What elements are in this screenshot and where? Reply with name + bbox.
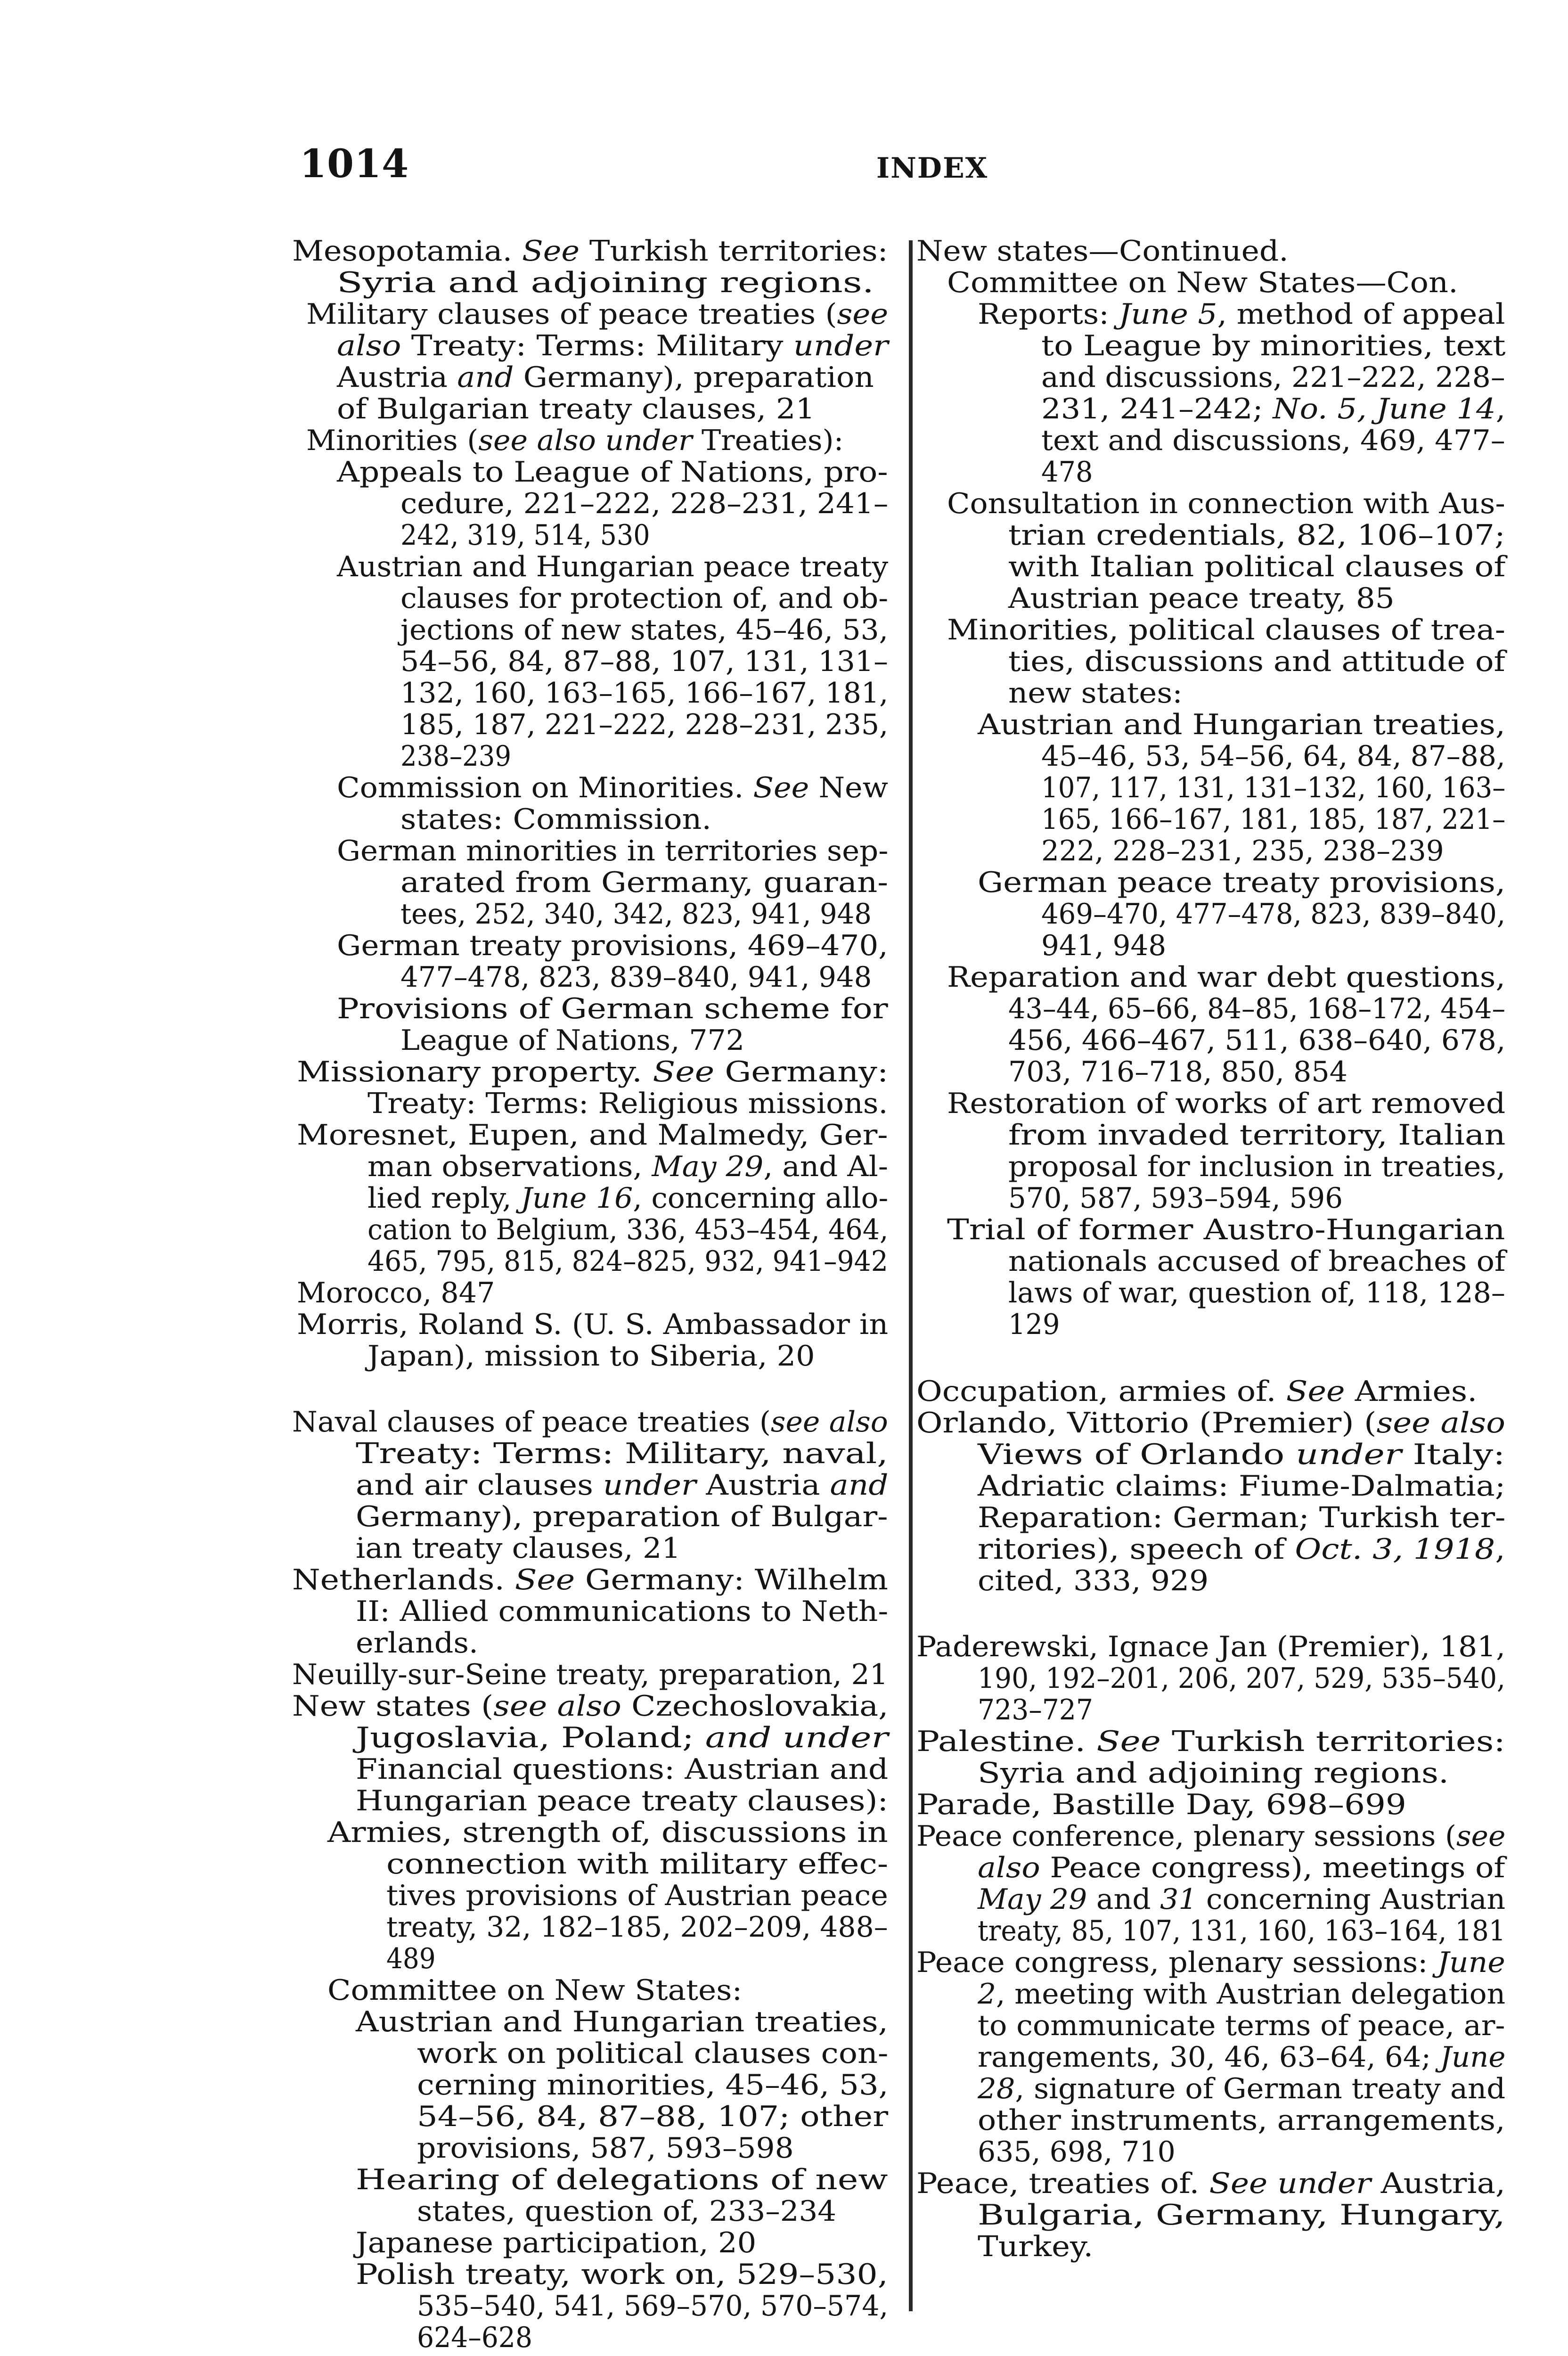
index-line: 242, 319, 514, 530 [400,519,650,552]
index-line: proposal for inclusion in treaties, [1008,1150,1506,1183]
index-line: 165, 166–167, 181, 185, 187, 221– [1041,803,1506,836]
index-line: and discussions, 221–222, 228– [1041,361,1505,394]
index-line: cedure, 221–222, 228–231, 241– [400,487,889,520]
index-line: from invaded territory, Italian [1008,1119,1506,1152]
index-line: connection with military effec- [386,1848,889,1881]
index-line: Consultation in connection with Aus- [947,487,1505,520]
index-line: Japanese participation, 20 [356,2226,757,2259]
index-line: nationals accused of breaches of [1008,1245,1506,1278]
index-line: states: Commission. [400,803,712,836]
index-line: German peace treaty provisions, [978,866,1506,899]
index-line: 469–470, 477–478, 823, 839–840, [1041,898,1506,931]
index-line: 28, signature of German treaty and [978,2072,1506,2105]
index-line: Austria and Germany), preparation [337,361,874,394]
index-line: Peace congress, plenary sessions: June [916,1946,1505,1979]
index-line: Treaty: Terms: Military, naval, [356,1437,888,1470]
index-line: of Bulgarian treaty clauses, 21 [337,393,815,425]
index-line: 54–56, 84, 87–88, 107, 131, 131– [400,645,889,678]
index-line: League of Nations, 772 [400,1024,744,1057]
running-head: INDEX [876,152,988,185]
index-line: 489 [386,1942,436,1975]
index-line: states, question of, 233–234 [417,2195,837,2228]
index-line: Provisions of German scheme for [337,992,888,1025]
index-line: Missionary property. See Germany: [297,1055,889,1088]
index-line: to League by minorities, text [1041,329,1506,362]
index-line: Syria and adjoining regions. [337,266,874,299]
index-line: rangements, 30, 46, 63–64, 64; June [978,2041,1506,2074]
index-line: Hungarian peace treaty clauses): [356,1784,889,1817]
index-line: 222, 228–231, 235, 238–239 [1041,834,1444,867]
index-line: laws of war, question of, 118, 128– [1008,1276,1505,1309]
index-line: Morocco, 847 [297,1276,495,1309]
index-line: Armies, strength of, discussions in [327,1816,888,1849]
index-line: 132, 160, 163–165, 166–167, 181, [400,677,889,710]
index-line: 477–478, 823, 839–840, 941, 948 [400,961,872,994]
index-line: Jugoslavia, Poland; and under [356,1721,889,1754]
index-line: 2, meeting with Austrian delegation [978,1978,1506,2011]
index-line: cation to Belgium, 336, 453–454, 464, [368,1213,889,1246]
index-line: Japan), mission to Siberia, 20 [368,1340,815,1373]
index-line: Committee on New States: [327,1974,743,2007]
index-line: Minorities (see also under Treaties): [306,424,844,457]
index-line: Restoration of works of art removed [947,1087,1506,1120]
index-line: arated from Germany, guaran- [400,866,888,899]
index-line: 54–56, 84, 87–88, 107; other [417,2100,889,2133]
index-line: provisions, 587, 593–598 [417,2132,794,2165]
index-line: text and discussions, 469, 477– [1041,424,1505,457]
index-line: Views of Orlando under Italy: [978,1438,1505,1471]
index-line: 129 [1008,1308,1060,1341]
index-line: jections of new states, 45–46, 53, [400,614,889,646]
index-line: Treaty: Terms: Religious missions. [368,1087,888,1120]
index-line: 190, 192–201, 206, 207, 529, 535–540, [978,1662,1506,1695]
index-line: Commission on Minorities. See New [337,771,889,804]
index-line: tees, 252, 340, 342, 823, 941, 948 [400,898,872,931]
index-line: New states—Continued. [916,235,1289,268]
index-line: Netherlands. See Germany: Wilhelm [292,1563,888,1596]
index-line: Neuilly-sur-Seine treaty, preparation, 21 [292,1658,888,1691]
index-line: Trial of former Austro-Hungarian [947,1213,1505,1246]
index-line: Syria and adjoining regions. [978,1757,1449,1790]
index-line: lied reply, June 16, concerning allo- [368,1182,889,1215]
index-line: 465, 795, 815, 824–825, 932, 941–942 [368,1245,888,1278]
index-line: New states (see also Czechoslovakia, [292,1690,889,1723]
index-line: 185, 187, 221–222, 228–231, 235, [400,708,889,741]
column-rule [909,240,913,2311]
index-line: to communicate terms of peace, ar- [978,2009,1505,2042]
index-line: work on political clauses con- [417,2037,889,2070]
index-line: also Peace congress), meetings of [978,1851,1505,1884]
index-line: Committee on New States—Con. [947,266,1458,299]
index-line: Austrian and Hungarian peace treaty [337,550,889,583]
index-line: ian treaty clauses, 21 [356,1532,681,1565]
index-line: 535–540, 541, 569–570, 570–574, [417,2290,889,2323]
index-line: German minorities in territories sep- [337,834,889,867]
index-line: erlands. [356,1627,479,1660]
index-line: May 29 and 31 concerning Austrian [978,1883,1506,1916]
index-line: Reparation and war debt questions, [947,961,1506,994]
index-line: man observations, May 29, and Al- [368,1150,888,1183]
index-line: Mesopotamia. See Turkish territories: [292,235,888,268]
index-line: with Italian political clauses of [1008,550,1506,583]
index-line: Palestine. See Turkish territories: [916,1725,1505,1758]
index-line: also Treaty: Terms: Military under [337,329,889,362]
index-line: Austrian peace treaty, 85 [1008,582,1395,615]
index-line: Paderewski, Ignace Jan (Premier), 181, [916,1630,1506,1663]
index-line: clauses for protection of, and ob- [400,582,889,615]
index-line: Reports: June 5, method of appeal [978,298,1505,331]
index-line: Military clauses of peace treaties (see [306,298,889,331]
index-line: Bulgaria, Germany, Hungary, [978,2199,1505,2232]
index-line: 624–628 [417,2321,533,2354]
index-line: Minorities, political clauses of trea- [947,614,1505,646]
index-line: Orlando, Vittorio (Premier) (see also [916,1407,1505,1440]
index-line: 45–46, 53, 54–56, 64, 84, 87–88, [1041,740,1505,773]
index-line: 478 [1041,456,1093,489]
index-line: treaty, 32, 182–185, 202–209, 488– [386,1911,888,1944]
index-line: cited, 333, 929 [978,1564,1209,1597]
index-line: 723–727 [978,1693,1094,1726]
index-line: 43–44, 65–66, 84–85, 168–172, 454– [1008,992,1506,1025]
index-line: Moresnet, Eupen, and Malmedy, Ger- [297,1119,888,1152]
index-line: Appeals to League of Nations, pro- [337,456,888,489]
index-line: 635, 698, 710 [978,2135,1176,2168]
index-line: other instruments, arrangements, [978,2104,1505,2137]
index-line: 107, 117, 131, 131–132, 160, 163– [1041,771,1506,804]
index-line: and air clauses under Austria and [356,1469,889,1502]
index-line: Parade, Bastille Day, 698–699 [916,1788,1406,1821]
index-line: treaty, 85, 107, 131, 160, 163–164, 181 [978,1914,1506,1947]
index-line: Peace, treaties of. See under Austria, [916,2167,1506,2200]
index-line: Austrian and Hungarian treaties, [978,708,1506,741]
index-line: Financial questions: Austrian and [356,1753,889,1786]
index-line: 456, 466–467, 511, 638–640, 678, [1008,1024,1506,1057]
index-line: Germany), preparation of Bulgar- [356,1500,888,1533]
index-line: Austrian and Hungarian treaties, [356,2005,889,2038]
index-line: II: Allied communications to Neth- [356,1595,889,1628]
page-number: 1014 [300,141,409,187]
index-line: 941, 948 [1041,929,1167,962]
index-line: 231, 241–242; No. 5, June 14, [1041,393,1506,425]
index-line: Turkey. [978,2230,1094,2263]
index-line: ritories), speech of Oct. 3, 1918, [978,1533,1505,1566]
index-line: cerning minorities, 45–46, 53, [417,2069,889,2102]
index-line: Occupation, armies of. See Armies. [916,1375,1478,1408]
index-line: German treaty provisions, 469–470, [337,929,888,962]
index-line: 703, 716–718, 850, 854 [1008,1055,1348,1088]
index-line: new states: [1008,677,1183,710]
index-line: Hearing of delegations of new [356,2163,888,2196]
index-line: tives provisions of Austrian peace [386,1879,888,1912]
index-line: 570, 587, 593–594, 596 [1008,1182,1343,1215]
index-line: ties, discussions and attitude of [1008,645,1505,678]
index-line: Morris, Roland S. (U. S. Ambassador in [297,1308,889,1341]
index-line: trian credentials, 82, 106–107; [1008,519,1505,552]
index-line: Peace conference, plenary sessions (see [916,1820,1506,1853]
index-line: Reparation: German; Turkish ter- [978,1501,1506,1534]
index-line: 238–239 [400,740,512,773]
index-line: Adriatic claims: Fiume-Dalmatia; [978,1470,1506,1503]
index-line: Polish treaty, work on, 529–530, [356,2258,888,2291]
index-line: Naval clauses of peace treaties (see also [292,1406,888,1439]
